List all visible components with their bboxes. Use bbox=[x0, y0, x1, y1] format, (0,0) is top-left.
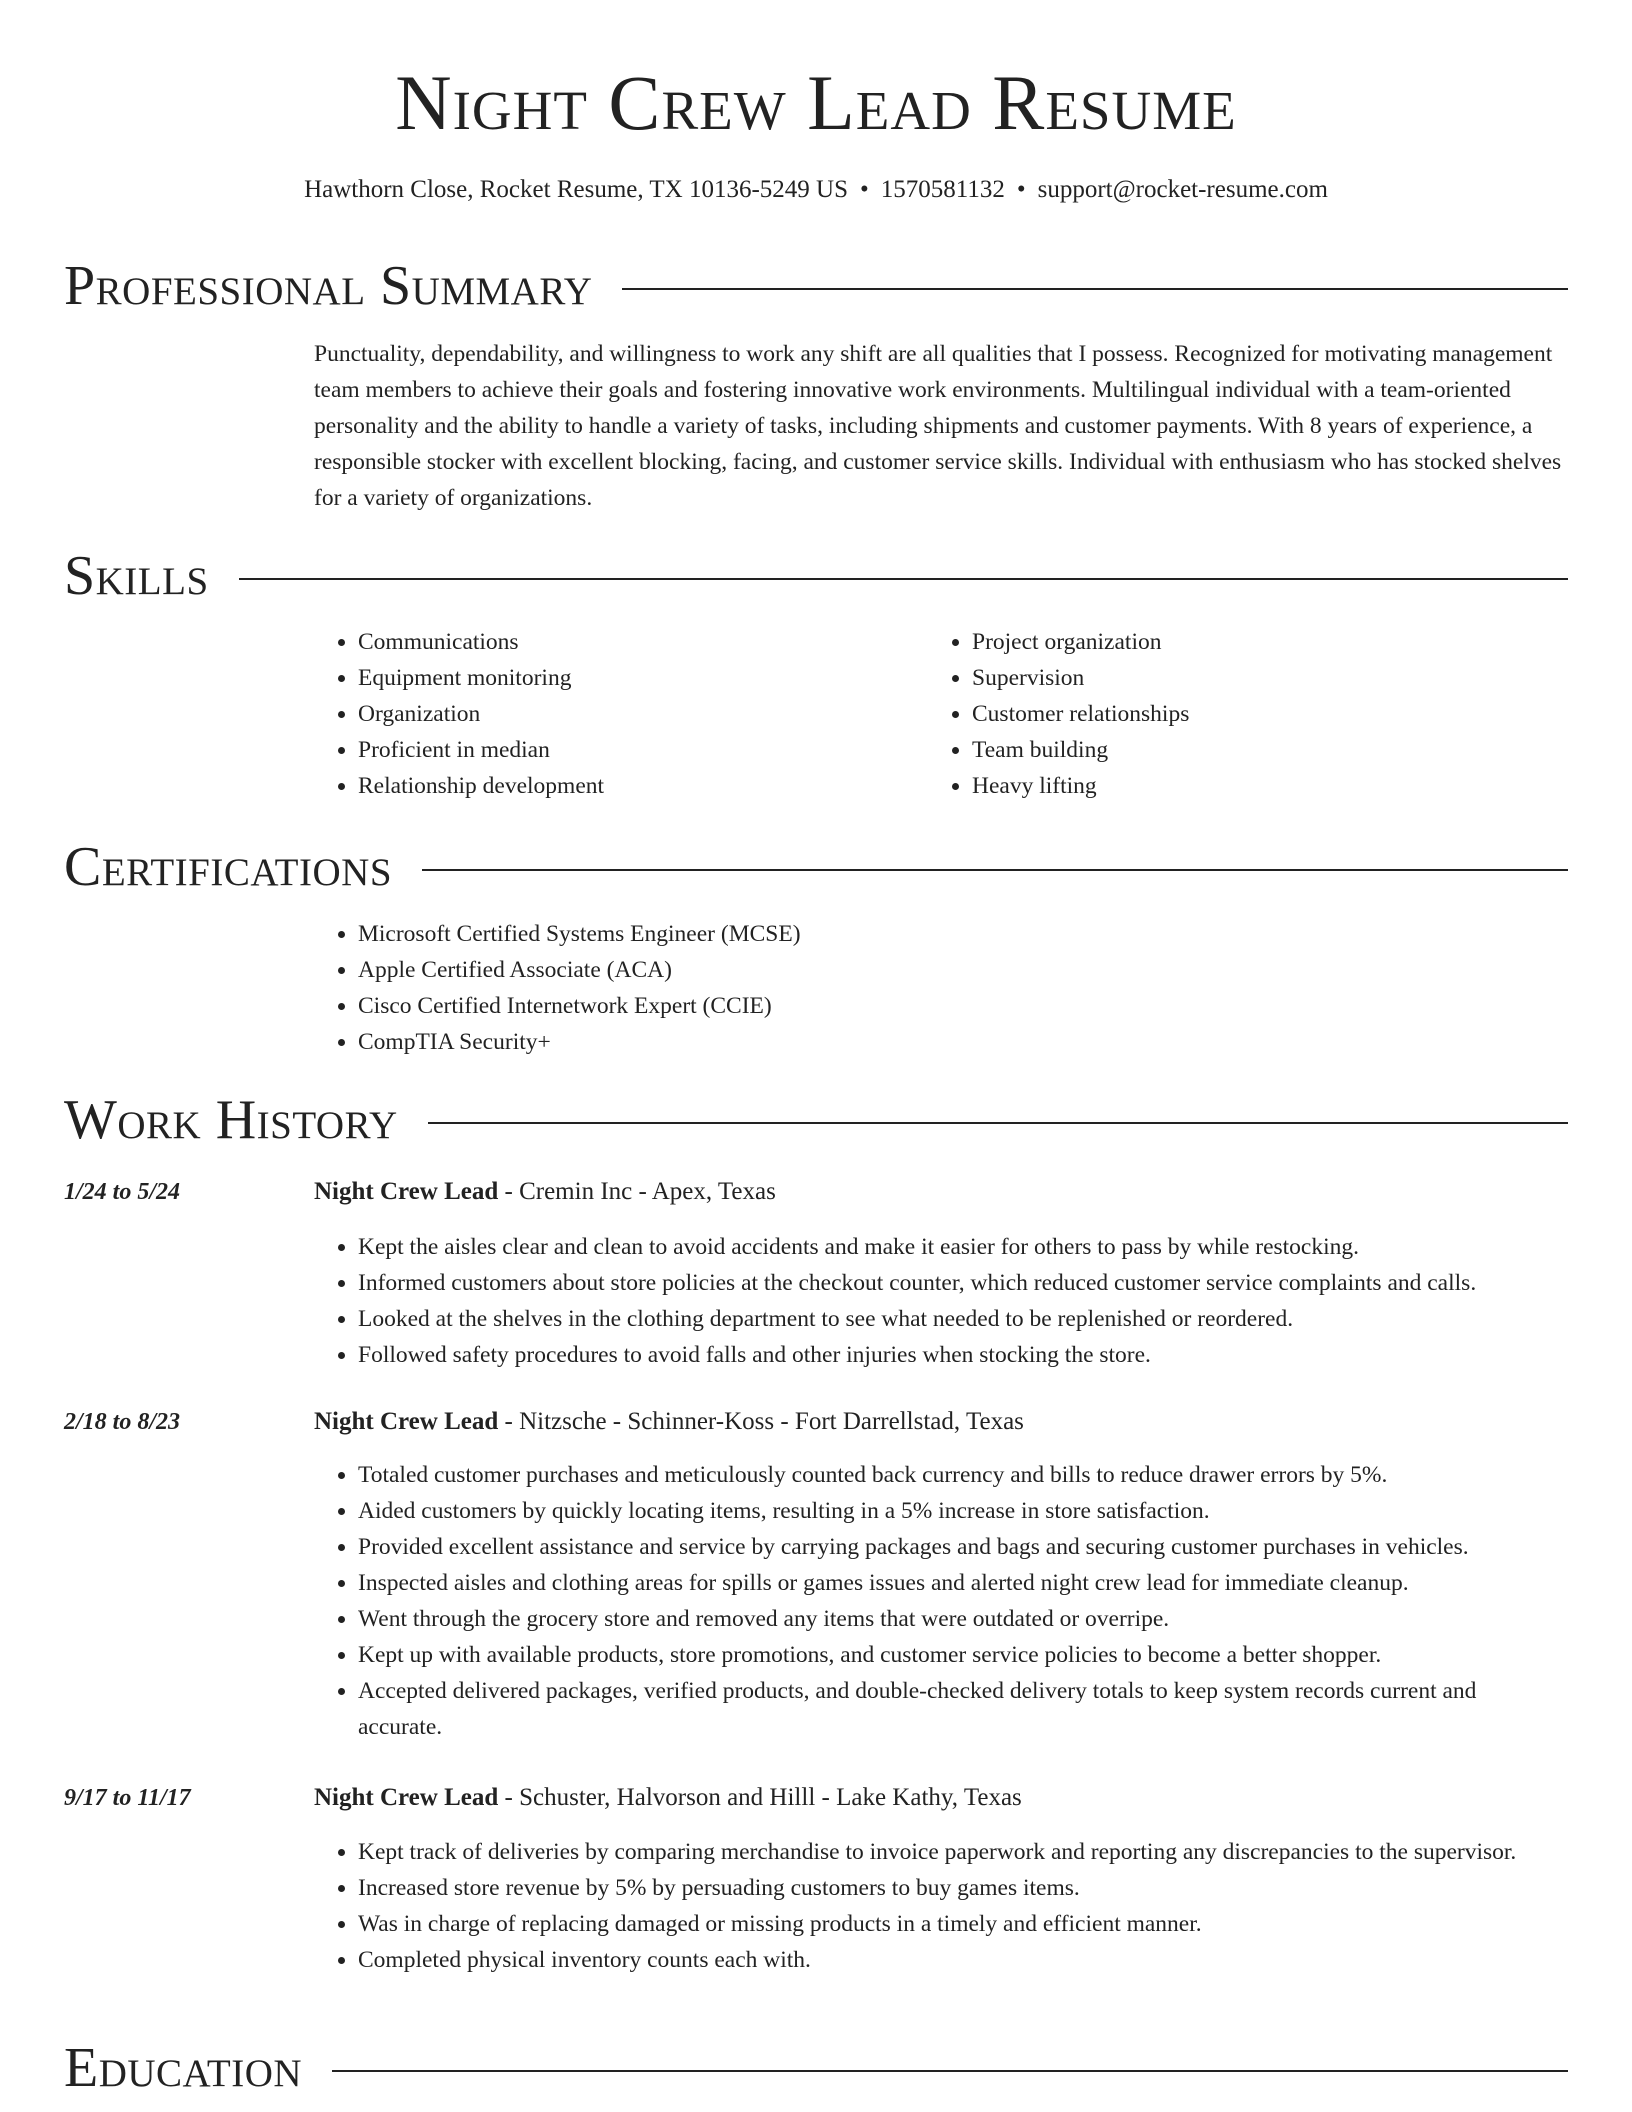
skill-item: • Proficient in median bbox=[358, 732, 924, 768]
section-title: Skills bbox=[64, 545, 209, 607]
section-header-work-history bbox=[64, 1088, 1568, 1152]
job-heading bbox=[314, 1174, 1566, 1210]
section-title: Education bbox=[64, 2037, 303, 2099]
section-divider bbox=[428, 1122, 1568, 1124]
job-heading bbox=[314, 1780, 1566, 1816]
address: Hawthorn Close, Rocket Resume, TX 10136-5249 US bbox=[304, 176, 849, 203]
skill-item: • Organization bbox=[358, 696, 924, 732]
skill-item: • Equipment monitoring bbox=[358, 660, 924, 696]
job-title: Night Crew Lead bbox=[314, 1408, 499, 1435]
section-header-summary bbox=[64, 254, 1568, 318]
job-title: Night Crew Lead bbox=[314, 1784, 499, 1811]
job-bullet: • Inspected aisles and clothing areas for spills or games issues and alerted night crew lead for immediate cleanup. bbox=[358, 1565, 1566, 1601]
skill-item: • Supervision bbox=[972, 660, 1538, 696]
job-bullet: • Was in charge of replacing damaged or missing products in a timely and efficient manner. bbox=[358, 1906, 1566, 1942]
job-employer: - Schuster, Halvorson and Hilll - Lake Kathy, Texas bbox=[498, 1784, 1022, 1811]
section-title: Work History bbox=[64, 1089, 398, 1151]
certifications-list bbox=[314, 916, 1566, 1060]
email: support@rocket-resume.com bbox=[1037, 176, 1328, 203]
job-bullet: • Informed customers about store policies at the checkout counter, which reduced customer service complaints and calls. bbox=[358, 1265, 1566, 1301]
job-responsibilities bbox=[314, 1457, 1566, 1745]
job-bullet: • Increased store revenue by 5% by persuading customers to buy games items. bbox=[358, 1870, 1566, 1906]
job-bullet: • Provided excellent assistance and service by carrying packages and bags and securing customer purchases in vehicles. bbox=[358, 1529, 1566, 1565]
separator: • bbox=[1016, 176, 1026, 203]
job-bullet: • Aided customers by quickly locating items, resulting in a 5% increase in store satisfaction. bbox=[358, 1493, 1566, 1529]
skills-column-right bbox=[928, 624, 1538, 804]
job-bullet: • Accepted delivered packages, verified products, and double-checked delivery totals to keep system records current and accurate. bbox=[358, 1673, 1566, 1745]
job-bullet: • Kept up with available products, store promotions, and customer service policies to become a better shopper. bbox=[358, 1637, 1566, 1673]
section-header-education bbox=[64, 2036, 1568, 2100]
job-bullet: • Followed safety procedures to avoid falls and other injuries when stocking the store. bbox=[358, 1337, 1566, 1373]
skill-item: • Team building bbox=[972, 732, 1538, 768]
job-employer: - Nitzsche - Schinner-Koss - Fort Darrellstad, Texas bbox=[498, 1408, 1024, 1435]
section-title: Certifications bbox=[64, 836, 393, 898]
job-bullet: • Kept track of deliveries by comparing merchandise to invoice paperwork and reporting any discrepancies to the supervisor. bbox=[358, 1834, 1566, 1870]
certification-item: • CompTIA Security+ bbox=[358, 1024, 1566, 1060]
skill-item: • Project organization bbox=[972, 624, 1538, 660]
section-divider bbox=[422, 869, 1568, 871]
certification-item: • Cisco Certified Internetwork Expert (CCIE) bbox=[358, 988, 1566, 1024]
summary-text: Punctuality, dependability, and willingness to work any shift are all qualities that I possess. Recognized for motivating management team members to achieve their goals and fostering innovative work environments. Multilingual individual with a team-oriented personality and the ability to handle a variety of tasks, including shipments and customer payments. With 8 years of experience, a responsible stocker with excellent blocking, facing, and customer service skills. Individual with enthusiasm who has stocked shelves for a variety of organizations. bbox=[314, 341, 1562, 511]
job-dates: 2/18 to 8/23 bbox=[64, 1409, 181, 1435]
section-divider bbox=[622, 288, 1568, 290]
certification-item: • Apple Certified Associate (ACA) bbox=[358, 952, 1566, 988]
section-title: Professional Summary bbox=[64, 255, 593, 317]
job-bullet: • Kept the aisles clear and clean to avoid accidents and make it easier for others to pass by while restocking. bbox=[358, 1229, 1566, 1265]
skill-item: • Communications bbox=[358, 624, 924, 660]
job-bullet: • Completed physical inventory counts each with. bbox=[358, 1942, 1566, 1978]
section-divider bbox=[332, 2070, 1568, 2072]
job-dates: 9/17 to 11/17 bbox=[64, 1785, 191, 1811]
section-header-certifications bbox=[64, 835, 1568, 899]
skill-item: • Customer relationships bbox=[972, 696, 1538, 732]
job-title: Night Crew Lead bbox=[314, 1178, 499, 1205]
skills-column-left bbox=[314, 624, 924, 804]
section-header-skills bbox=[64, 544, 1568, 608]
resume-title: Night Crew Lead Resume bbox=[395, 59, 1237, 146]
certification-item: • Microsoft Certified Systems Engineer (MCSE) bbox=[358, 916, 1566, 952]
job-bullet: • Went through the grocery store and removed any items that were outdated or overripe. bbox=[358, 1601, 1566, 1637]
contact-line bbox=[0, 174, 1632, 206]
separator: • bbox=[860, 176, 869, 203]
phone: 1570581132 bbox=[880, 176, 1005, 203]
skill-item: • Heavy lifting bbox=[972, 768, 1538, 804]
job-dates: 1/24 to 5/24 bbox=[64, 1179, 181, 1205]
job-responsibilities bbox=[314, 1834, 1566, 1978]
skill-item: • Relationship development bbox=[358, 768, 924, 804]
job-bullet: • Looked at the shelves in the clothing department to see what needed to be replenished or reordered. bbox=[358, 1301, 1566, 1337]
job-bullet: • Totaled customer purchases and meticulously counted back currency and bills to reduce drawer errors by 5%. bbox=[358, 1457, 1566, 1493]
job-responsibilities bbox=[314, 1229, 1566, 1373]
section-divider bbox=[239, 578, 1568, 580]
job-employer: - Cremin Inc - Apex, Texas bbox=[498, 1178, 776, 1205]
job-heading bbox=[314, 1404, 1566, 1440]
